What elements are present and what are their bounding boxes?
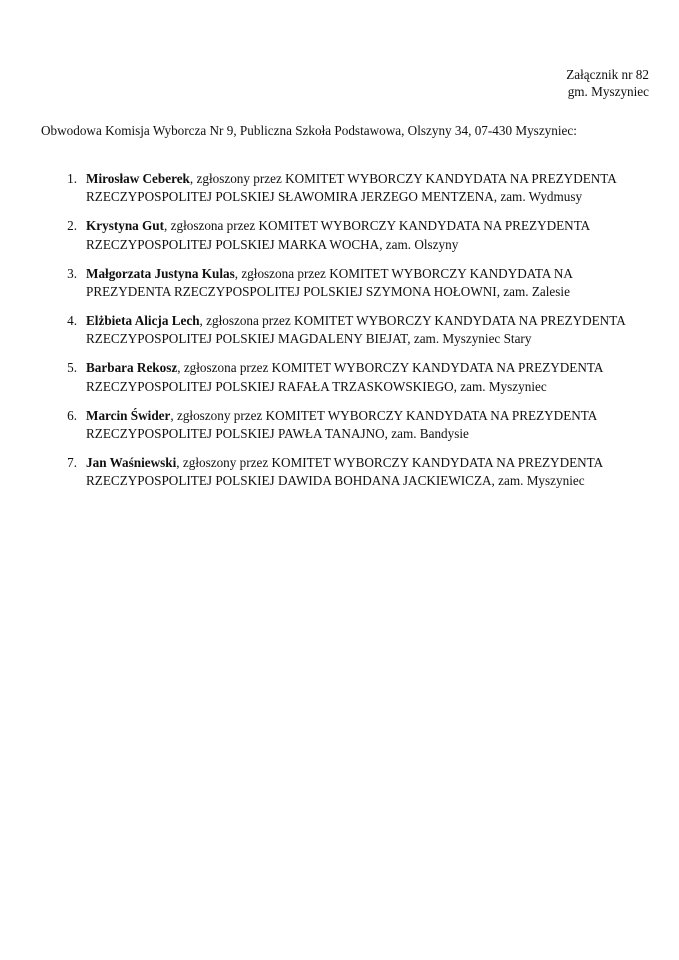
list-item-number: 7.	[67, 454, 77, 470]
member-details: , zgłoszona przez KOMITET WYBORCZY KANDYDATA NA PREZYDENTA RZECZYPOSPOLITEJ POLSKIEJ MARKA WOCHA, zam. Olszyny	[86, 218, 590, 252]
list-item-2	[41, 217, 645, 254]
list-item-number: 6.	[67, 407, 77, 423]
list-item-6	[41, 407, 645, 444]
list-item-number: 3.	[67, 265, 77, 281]
commission-members-list	[41, 170, 645, 501]
member-name: Krystyna Gut	[86, 218, 165, 234]
member-details: , zgłoszony przez KOMITET WYBORCZY KANDYDATA NA PREZYDENTA RZECZYPOSPOLITEJ POLSKIEJ SŁAWOMIRA JERZEGO MENTZENA, zam. Wydmusy	[86, 171, 617, 205]
list-item-number: 5.	[67, 360, 77, 376]
member-name: Marcin Świder	[86, 407, 171, 423]
municipality-name: gm. Myszyniec	[567, 84, 649, 99]
list-item-number: 1.	[67, 171, 77, 186]
list-item-1	[41, 170, 645, 207]
member-details: , zgłoszony przez KOMITET WYBORCZY KANDYDATA NA PREZYDENTA RZECZYPOSPOLITEJ POLSKIEJ PAWŁA TANAJNO, zam. Bandysie	[86, 407, 597, 441]
member-name: Barbara Rekosz	[86, 360, 178, 376]
member-name: Mirosław Ceberek	[86, 171, 190, 186]
member-name: Małgorzata Justyna Kulas	[86, 265, 235, 281]
member-name: Elżbieta Alicja Lech	[86, 312, 200, 328]
list-item-5	[41, 359, 645, 396]
list-item-number: 4.	[67, 312, 77, 328]
commission-heading: Obwodowa Komisja Wyborcza Nr 9, Publiczna Szkoła Podstawowa, Olszyny 34, 07-430 Myszyniec:	[41, 123, 577, 138]
member-details: , zgłoszony przez KOMITET WYBORCZY KANDYDATA NA PREZYDENTA RZECZYPOSPOLITEJ POLSKIEJ DAWIDA BOHDANA JACKIEWICZA, zam. Myszyniec	[86, 454, 603, 489]
member-details: , zgłoszona przez KOMITET WYBORCZY KANDYDATA NA PREZYDENTA RZECZYPOSPOLITEJ POLSKIEJ MAGDALENY BIEJAT, zam. Myszyniec Stary	[86, 312, 625, 347]
list-item-number: 2.	[67, 218, 77, 234]
member-details: , zgłoszona przez KOMITET WYBORCZY KANDYDATA NA PREZYDENTA RZECZYPOSPOLITEJ POLSKIEJ SZYMONA HOŁOWNI, zam. Zalesie	[86, 265, 573, 300]
list-item-3	[41, 265, 645, 302]
member-details: , zgłoszona przez KOMITET WYBORCZY KANDYDATA NA PREZYDENTA RZECZYPOSPOLITEJ POLSKIEJ RAFAŁA TRZASKOWSKIEGO, zam. Myszyniec	[86, 360, 603, 394]
attachment-number: Załącznik nr 82	[566, 67, 649, 82]
member-name: Jan Waśniewski	[86, 454, 177, 470]
document-header	[309, 66, 649, 100]
list-item-4	[41, 312, 645, 349]
list-item-7	[41, 454, 645, 491]
